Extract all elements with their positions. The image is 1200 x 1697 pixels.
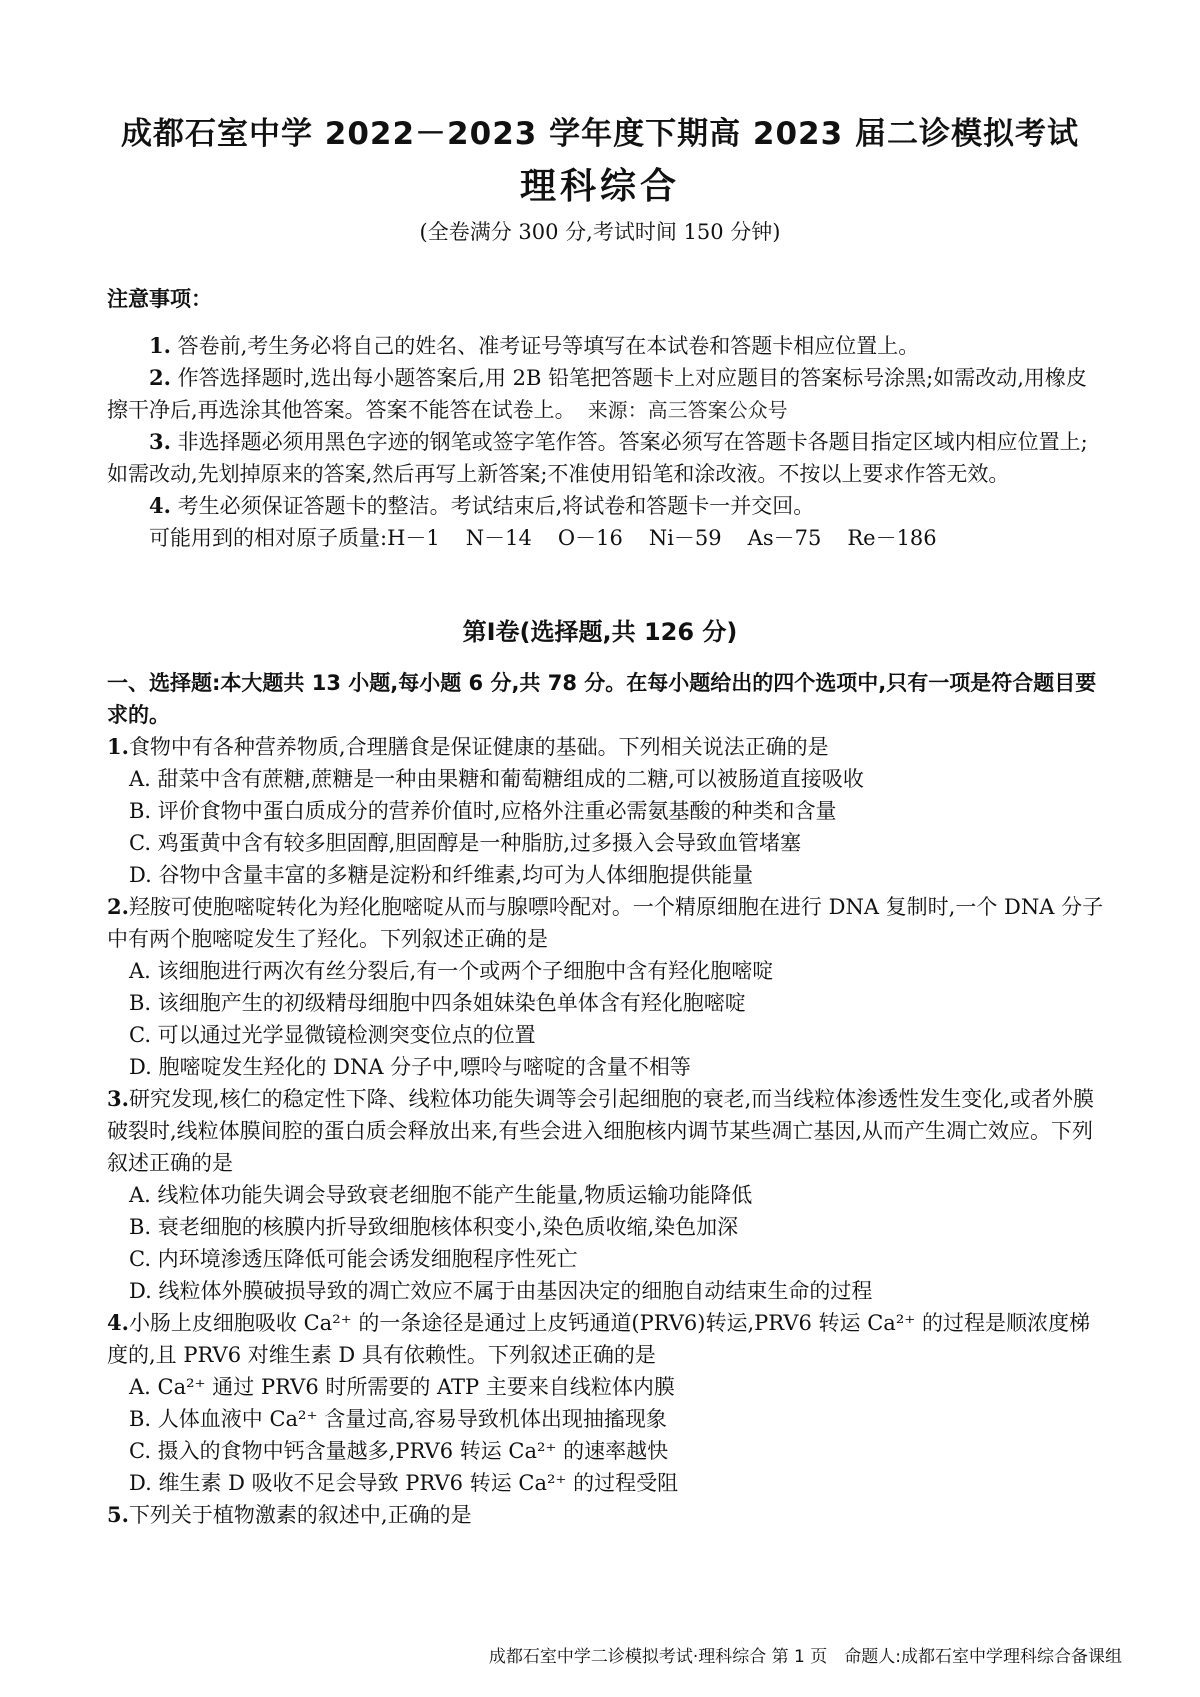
atomic-mass: H－1 — [387, 526, 440, 550]
notice-item: 1. 答卷前,考生务必将自己的姓名、准考证号等填写在本试卷和答题卡相应位置上。 — [149, 333, 920, 358]
question-stem: 2.羟胺可使胞嘧啶转化为羟化胞嘧啶从而与腺嘌呤配对。一个精原细胞在进行 DNA 复制时,一个 DNA 分子中有两个胞嘧啶发生了羟化。下列叙述正确的是 — [107, 894, 1104, 951]
atomic-mass: Re－186 — [847, 526, 937, 550]
question-stem: 3.研究发现,核仁的稳定性下降、线粒体功能失调等会引起细胞的衰老,而当线粒体渗透性发生变化,或者外膜破裂时,线粒体膜间腔的蛋白质会释放出来,有些会进入细胞核内调节某些凋亡基因,从而产生凋亡效应。下列叙述正确的是 — [107, 1086, 1094, 1175]
option-b: B. 衰老细胞的核膜内折导致细胞核体积变小,染色质收缩,染色加深 — [129, 1215, 739, 1239]
option-a: A. 该细胞进行两次有丝分裂后,有一个或两个子细胞中含有羟化胞嘧啶 — [129, 959, 774, 983]
section-title: 第Ⅰ卷(选择题,共 126 分) — [462, 618, 738, 646]
question — [107, 731, 1107, 891]
option-b: B. 评价食物中蛋白质成分的营养价值时,应格外注重必需氨基酸的种类和含量 — [129, 799, 837, 823]
option-a: A. 甜菜中含有蔗糖,蔗糖是一种由果糖和葡萄糖组成的二糖,可以被肠道直接吸收 — [129, 767, 864, 791]
exam-title: 成都石室中学 2022－2023 学年度下期高 2023 届二诊模拟考试 — [120, 116, 1079, 152]
atomic-mass: Ni－59 — [648, 526, 722, 550]
option-a: A. 线粒体功能失调会导致衰老细胞不能产生能量,物质运输功能降低 — [129, 1183, 753, 1207]
question-stem: 5.下列关于植物激素的叙述中,正确的是 — [107, 1502, 472, 1527]
question — [107, 1307, 1107, 1499]
section-intro: 一、选择题:本大题共 13 小题,每小题 6 分,共 78 分。在每小题给出的四个选项中,只有一项是符合题目要求的。 — [107, 671, 1097, 727]
question-stem: 4.小肠上皮细胞吸收 Ca²⁺ 的一条途径是通过上皮钙通道(PRV6)转运,PRV6 转运 Ca²⁺ 的过程是顺浓度梯度的,且 PRV6 对维生素 D 具有依赖性。下列叙述正确的是 — [107, 1310, 1090, 1367]
option-c: C. 摄入的食物中钙含量越多,PRV6 转运 Ca²⁺ 的速率越快 — [129, 1439, 669, 1463]
atomic-mass: N－14 — [465, 526, 532, 550]
subject-title: 理科综合 — [519, 166, 680, 207]
option-a: A. Ca²⁺ 通过 PRV6 时所需要的 ATP 主要来自线粒体内膜 — [129, 1375, 675, 1399]
question — [107, 1083, 1107, 1307]
atomic-mass: O－16 — [557, 526, 623, 550]
option-d: D. 谷物中含量丰富的多糖是淀粉和纤维素,均可为人体细胞提供能量 — [129, 863, 754, 887]
question — [107, 1499, 1107, 1531]
question-list — [107, 731, 1107, 1531]
option-b: B. 该细胞产生的初级精母细胞中四条姐妹染色单体含有羟化胞嘧啶 — [129, 991, 746, 1015]
option-d: D. 维生素 D 吸收不足会导致 PRV6 转运 Ca²⁺ 的过程受阻 — [129, 1471, 679, 1495]
atomic-mass-label: 可能用到的相对原子质量: — [149, 526, 388, 550]
option-b: B. 人体血液中 Ca²⁺ 含量过高,容易导致机体出现抽搐现象 — [129, 1407, 667, 1431]
notice-item: 2. 作答选择题时,选出每小题答案后,用 2B 铅笔把答题卡上对应题目的答案标号涂黑;如需改动,用橡皮擦干净后,再选涂其他答案。答案不能答在试卷上。 来源：高三答案公众号 — [107, 365, 1087, 422]
option-c: C. 鸡蛋黄中含有较多胆固醇,胆固醇是一种脂肪,过多摄入会导致血管堵塞 — [129, 831, 802, 855]
question-stem: 1.食物中有各种营养物质,合理膳食是保证健康的基础。下列相关说法正确的是 — [107, 734, 829, 759]
atomic-masses — [107, 522, 1107, 554]
option-c: C. 内环境渗透压降低可能会诱发细胞程序性死亡 — [129, 1247, 578, 1271]
exam-note: (全卷满分 300 分,考试时间 150 分钟) — [419, 220, 781, 244]
atomic-mass: As－75 — [747, 526, 822, 550]
notice-item: 4. 考生必须保证答题卡的整洁。考试结束后,将试卷和答题卡一并交回。 — [149, 493, 815, 518]
notice-item: 3. 非选择题必须用黑色字迹的钢笔或签字笔作答。答案必须写在答题卡各题目指定区域内相应位置上;如需改动,先划掉原来的答案,然后再写上新答案;不准使用铅笔和涂改液。不按以上要求作答无效。 — [107, 429, 1088, 486]
option-d: D. 胞嘧啶发生羟化的 DNA 分子中,嘌呤与嘧啶的含量不相等 — [129, 1055, 691, 1079]
option-c: C. 可以通过光学显微镜检测突变位点的位置 — [129, 1023, 536, 1047]
page-footer: 成都石室中学二诊模拟考试·理科综合 第 1 页 命题人:成都石室中学理科综合备课组 — [488, 1647, 1122, 1667]
notices-heading: 注意事项： — [107, 287, 212, 311]
notices-list — [107, 330, 1107, 554]
question — [107, 891, 1107, 1083]
source-watermark: 来源：高三答案公众号 — [587, 398, 788, 422]
option-d: D. 线粒体外膜破损导致的凋亡效应不属于由基因决定的细胞自动结束生命的过程 — [129, 1279, 873, 1303]
